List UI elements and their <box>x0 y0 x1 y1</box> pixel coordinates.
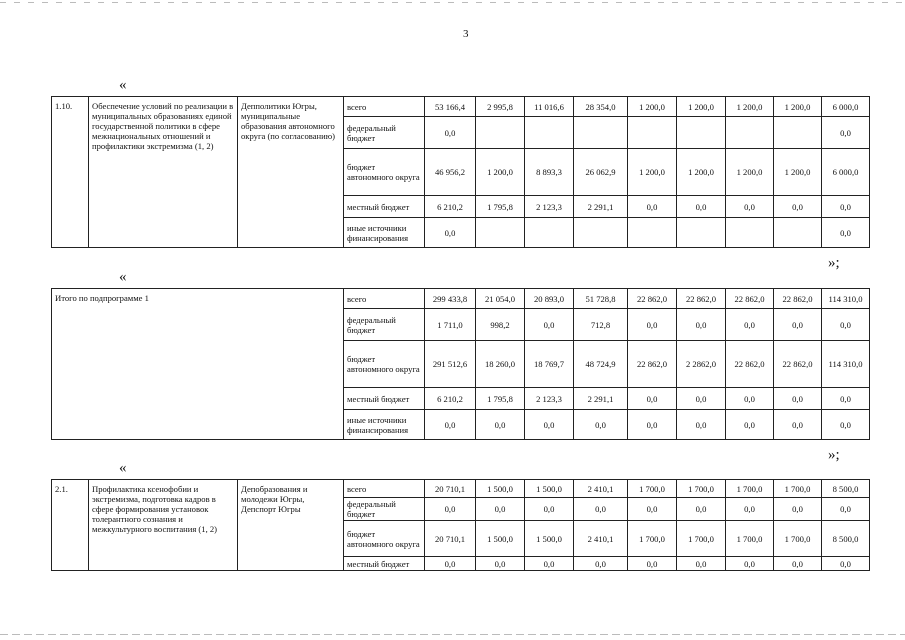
funding-source: местный бюджет <box>344 557 425 571</box>
amount-cell: 0,0 <box>774 309 822 341</box>
table-row <box>52 97 870 117</box>
amount-cell: 21 054,0 <box>476 289 525 309</box>
table-section-1-10 <box>51 96 870 248</box>
amount-cell: 11 016,6 <box>525 97 574 117</box>
amount-cell: 0,0 <box>822 410 870 440</box>
amount-cell: 0,0 <box>628 498 677 521</box>
funding-source: бюджет автономного округа <box>344 341 425 388</box>
amount-cell: 1 500,0 <box>525 480 574 498</box>
amount-cell: 0,0 <box>677 557 726 571</box>
amount-cell: 291 512,6 <box>425 341 476 388</box>
amount-cell: 8 893,3 <box>525 149 574 196</box>
amount-cell: 26 062,9 <box>574 149 628 196</box>
amount-cell: 0,0 <box>525 498 574 521</box>
table-row <box>52 289 870 309</box>
amount-cell: 0,0 <box>574 498 628 521</box>
top-scan-edge <box>0 2 905 3</box>
amount-cell: 53 166,4 <box>425 97 476 117</box>
amount-cell: 1 500,0 <box>476 480 525 498</box>
amount-cell: 0,0 <box>822 309 870 341</box>
amount-cell: 0,0 <box>628 410 677 440</box>
amount-cell: 0,0 <box>525 309 574 341</box>
amount-cell: 0,0 <box>525 410 574 440</box>
amount-cell: 2 291,1 <box>574 196 628 218</box>
amount-cell: 0,0 <box>425 557 476 571</box>
amount-cell: 0,0 <box>774 557 822 571</box>
amount-cell: 0,0 <box>628 309 677 341</box>
amount-cell: 0,0 <box>677 309 726 341</box>
amount-cell: 114 310,0 <box>822 289 870 309</box>
amount-cell <box>774 117 822 149</box>
amount-cell: 6 000,0 <box>822 97 870 117</box>
row-number: 2.1. <box>52 480 89 571</box>
open-quote-2: « <box>119 269 127 285</box>
amount-cell: 2 2862,0 <box>677 341 726 388</box>
amount-cell: 22 862,0 <box>628 289 677 309</box>
amount-cell: 1 700,0 <box>677 521 726 557</box>
amount-cell <box>774 218 822 248</box>
amount-cell: 0,0 <box>726 309 774 341</box>
amount-cell: 6 000,0 <box>822 149 870 196</box>
amount-cell: 0,0 <box>425 498 476 521</box>
amount-cell: 0,0 <box>774 410 822 440</box>
amount-cell: 1 700,0 <box>774 480 822 498</box>
amount-cell: 1 700,0 <box>628 480 677 498</box>
funding-source: федеральный бюджет <box>344 309 425 341</box>
amount-cell: 0,0 <box>822 117 870 149</box>
amount-cell: 0,0 <box>425 117 476 149</box>
table-subprogram-1-total <box>51 288 870 440</box>
funding-source: федеральный бюджет <box>344 117 425 149</box>
subprogram-total-title: Итого по подпрограмме 1 <box>52 289 344 440</box>
amount-cell <box>525 218 574 248</box>
amount-cell: 1 795,8 <box>476 388 525 410</box>
amount-cell: 0,0 <box>774 196 822 218</box>
amount-cell: 0,0 <box>525 557 574 571</box>
amount-cell: 0,0 <box>677 410 726 440</box>
amount-cell: 6 210,2 <box>425 196 476 218</box>
amount-cell: 20 893,0 <box>525 289 574 309</box>
amount-cell: 1 200,0 <box>774 149 822 196</box>
amount-cell: 1 711,0 <box>425 309 476 341</box>
funding-source: местный бюджет <box>344 388 425 410</box>
table-row <box>52 480 870 498</box>
amount-cell: 0,0 <box>726 410 774 440</box>
amount-cell: 1 700,0 <box>726 521 774 557</box>
amount-cell: 8 500,0 <box>822 480 870 498</box>
amount-cell: 46 956,2 <box>425 149 476 196</box>
amount-cell: 0,0 <box>425 218 476 248</box>
amount-cell: 2 410,1 <box>574 480 628 498</box>
open-quote-1: « <box>119 77 127 93</box>
amount-cell: 0,0 <box>476 557 525 571</box>
page-number: 3 <box>463 28 469 40</box>
amount-cell: 22 862,0 <box>726 289 774 309</box>
amount-cell: 998,2 <box>476 309 525 341</box>
amount-cell: 22 862,0 <box>774 289 822 309</box>
amount-cell <box>476 117 525 149</box>
amount-cell: 2 995,8 <box>476 97 525 117</box>
amount-cell <box>628 218 677 248</box>
amount-cell: 0,0 <box>822 218 870 248</box>
responsible-executor: Депполитики Югры, муниципальные образования автономного округа (по согласованию) <box>238 97 344 248</box>
amount-cell: 1 700,0 <box>774 521 822 557</box>
funding-source: всего <box>344 480 425 498</box>
funding-source: бюджет автономного округа <box>344 149 425 196</box>
amount-cell: 22 862,0 <box>774 341 822 388</box>
amount-cell: 2 123,3 <box>525 388 574 410</box>
amount-cell: 0,0 <box>574 410 628 440</box>
amount-cell: 0,0 <box>628 388 677 410</box>
amount-cell: 0,0 <box>726 388 774 410</box>
amount-cell: 0,0 <box>677 388 726 410</box>
amount-cell: 0,0 <box>476 498 525 521</box>
amount-cell: 1 200,0 <box>476 149 525 196</box>
amount-cell: 1 200,0 <box>628 97 677 117</box>
open-quote-3: « <box>119 460 127 476</box>
amount-cell: 48 724,9 <box>574 341 628 388</box>
amount-cell: 114 310,0 <box>822 341 870 388</box>
amount-cell: 18 260,0 <box>476 341 525 388</box>
amount-cell: 1 500,0 <box>476 521 525 557</box>
amount-cell: 0,0 <box>425 410 476 440</box>
table-section-2-1 <box>51 479 870 571</box>
bottom-scan-edge <box>0 634 905 635</box>
amount-cell: 0,0 <box>774 388 822 410</box>
amount-cell: 20 710,1 <box>425 480 476 498</box>
amount-cell: 22 862,0 <box>726 341 774 388</box>
measure-description: Обеспечение условий по реализации в муниципальных образованиях единой государственной политики в сфере межнациональных отношений и профилактики экстремизма (1, 2) <box>89 97 238 248</box>
amount-cell: 0,0 <box>774 498 822 521</box>
amount-cell: 1 200,0 <box>726 149 774 196</box>
amount-cell: 20 710,1 <box>425 521 476 557</box>
funding-source: местный бюджет <box>344 196 425 218</box>
row-number: 1.10. <box>52 97 89 248</box>
measure-description: Профилактика ксенофобии и экстремизма, подготовка кадров в сфере формирования установок толерантного сознания и межкультурного воспитания (1, 2) <box>89 480 238 571</box>
amount-cell: 1 795,8 <box>476 196 525 218</box>
amount-cell: 18 769,7 <box>525 341 574 388</box>
amount-cell: 0,0 <box>476 410 525 440</box>
close-quote-2: »; <box>828 447 840 463</box>
amount-cell: 0,0 <box>822 557 870 571</box>
amount-cell: 0,0 <box>726 557 774 571</box>
amount-cell: 0,0 <box>726 196 774 218</box>
amount-cell: 22 862,0 <box>677 289 726 309</box>
amount-cell: 1 700,0 <box>726 480 774 498</box>
amount-cell: 2 410,1 <box>574 521 628 557</box>
amount-cell: 1 700,0 <box>628 521 677 557</box>
funding-source: всего <box>344 97 425 117</box>
amount-cell <box>726 117 774 149</box>
amount-cell: 1 500,0 <box>525 521 574 557</box>
amount-cell <box>726 218 774 248</box>
responsible-executor: Депобразования и молодежи Югры, Депспорт Югры <box>238 480 344 571</box>
amount-cell: 1 200,0 <box>677 149 726 196</box>
amount-cell: 0,0 <box>628 557 677 571</box>
amount-cell: 0,0 <box>822 498 870 521</box>
amount-cell: 299 433,8 <box>425 289 476 309</box>
funding-source: бюджет автономного округа <box>344 521 425 557</box>
amount-cell: 2 123,3 <box>525 196 574 218</box>
amount-cell <box>574 117 628 149</box>
amount-cell: 1 700,0 <box>677 480 726 498</box>
amount-cell: 1 200,0 <box>774 97 822 117</box>
amount-cell: 0,0 <box>677 196 726 218</box>
amount-cell: 0,0 <box>677 498 726 521</box>
amount-cell: 0,0 <box>574 557 628 571</box>
amount-cell: 1 200,0 <box>628 149 677 196</box>
funding-source: всего <box>344 289 425 309</box>
amount-cell: 0,0 <box>628 196 677 218</box>
amount-cell: 28 354,0 <box>574 97 628 117</box>
amount-cell: 0,0 <box>822 388 870 410</box>
amount-cell <box>628 117 677 149</box>
amount-cell: 22 862,0 <box>628 341 677 388</box>
amount-cell <box>574 218 628 248</box>
amount-cell <box>677 117 726 149</box>
amount-cell: 1 200,0 <box>726 97 774 117</box>
amount-cell: 1 200,0 <box>677 97 726 117</box>
amount-cell: 712,8 <box>574 309 628 341</box>
amount-cell: 51 728,8 <box>574 289 628 309</box>
amount-cell: 0,0 <box>726 498 774 521</box>
amount-cell: 0,0 <box>822 196 870 218</box>
funding-source: иные источники финансирования <box>344 410 425 440</box>
close-quote-1: »; <box>828 255 840 271</box>
amount-cell: 6 210,2 <box>425 388 476 410</box>
amount-cell <box>677 218 726 248</box>
amount-cell <box>476 218 525 248</box>
amount-cell <box>525 117 574 149</box>
amount-cell: 2 291,1 <box>574 388 628 410</box>
funding-source: федеральный бюджет <box>344 498 425 521</box>
amount-cell: 8 500,0 <box>822 521 870 557</box>
funding-source: иные источники финансирования <box>344 218 425 248</box>
